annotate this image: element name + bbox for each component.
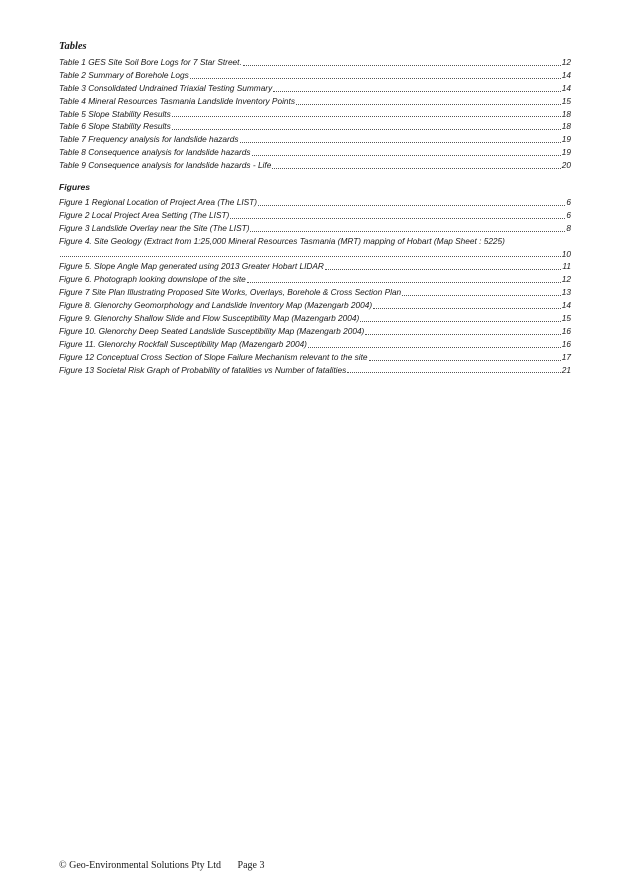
- dot-leader: [360, 321, 561, 322]
- dot-leader: [258, 205, 565, 206]
- toc-entry-page: 14: [561, 300, 571, 311]
- dot-leader: [325, 269, 561, 270]
- figure-entry[interactable]: [59, 209, 571, 222]
- toc-entry-label: Table 2 Summary of Borehole Logs: [59, 69, 189, 80]
- toc-entry-label: Figure 9. Glenorchy Shallow Slide and Flow Susceptibility Map (Mazengarb 2004): [59, 313, 360, 323]
- dot-leader: [230, 218, 565, 219]
- toc-entry-page: 14: [561, 82, 571, 93]
- figure-entry[interactable]: [59, 351, 571, 364]
- footer-company: © Geo-Environmental Solutions Pty Ltd: [59, 860, 222, 871]
- toc-entry-page: 13: [561, 287, 571, 298]
- toc-entry-page: 11: [562, 261, 571, 272]
- dot-leader: [273, 91, 561, 92]
- toc-entry-label: Table 1 GES Site Soil Bore Logs for 7 Star Street.: [59, 56, 242, 67]
- toc-entry-label: Figure 11. Glenorchy Rockfall Susceptibility Map (Mazengarb 2004): [59, 338, 307, 349]
- table-entry[interactable]: [59, 82, 571, 95]
- toc-entry-page: 6: [566, 196, 571, 207]
- toc-entry-page: 21: [561, 364, 571, 375]
- toc-entry-page: 14: [561, 69, 571, 80]
- table-entry[interactable]: [59, 108, 571, 121]
- table-entry[interactable]: [59, 56, 571, 69]
- dot-leader: [247, 282, 561, 283]
- dot-leader: [296, 104, 561, 105]
- figure-entry[interactable]: [59, 338, 571, 351]
- toc-entry-label: Figure 8. Glenorchy Geomorphology and Landslide Inventory Map (Mazengarb 2004): [59, 300, 373, 311]
- tables-heading: Tables: [59, 41, 87, 52]
- toc-entry-label: Table 9 Consequence analysis for landslide hazards - Life: [59, 160, 272, 171]
- figure-entry[interactable]: [59, 196, 571, 209]
- toc-entry-label: Figure 3 Landslide Overlay near the Site (The LIST): [59, 222, 250, 233]
- figures-heading: Figures: [59, 182, 91, 192]
- table-entry[interactable]: [59, 69, 571, 82]
- page-footer: [59, 860, 264, 871]
- toc-entry-page: 15: [561, 95, 571, 106]
- dot-leader: [369, 360, 561, 361]
- toc-entry-label: Figure 4. Site Geology (Extract from 1:25,000 Mineral Resources Tasmania (MRT) mapping of Hobart (Map Sheet : 5225): [59, 235, 505, 246]
- figure-entry[interactable]: [59, 286, 571, 299]
- dot-leader: [250, 231, 565, 232]
- toc-entry-label: Table 3 Consolidated Undrained Triaxial Testing Summary: [59, 82, 273, 93]
- toc-entry-page: 17: [561, 351, 571, 362]
- toc-entry-label: Figure 5. Slope Angle Map generated using 2013 Greater Hobart LIDAR: [59, 261, 324, 272]
- dot-leader: [402, 295, 561, 296]
- toc-entry-page: 12: [561, 274, 571, 285]
- toc-entry-label: Figure 7 Site Plan Illustrating Proposed Site Works, Overlays, Borehole & Cross Section Plan: [59, 287, 402, 298]
- dot-leader: [172, 116, 561, 117]
- toc-entry-page: 18: [561, 121, 571, 132]
- figure-entry[interactable]: [59, 364, 571, 377]
- toc-entry-label: Figure 12 Conceptual Cross Section of Slope Failure Mechanism relevant to the site: [59, 351, 368, 362]
- toc-entry-page: 12: [561, 56, 571, 67]
- toc-entry-label: Figure 10. Glenorchy Deep Seated Landslide Susceptibility Map (Mazengarb 2004): [59, 325, 365, 336]
- dot-leader: [252, 155, 561, 156]
- dot-leader: [272, 168, 560, 169]
- toc-entry-page: 6: [566, 209, 571, 220]
- table-entry[interactable]: [59, 133, 571, 146]
- toc-entry-label: Figure 13 Societal Risk Graph of Probability of fatalities vs Number of fatalities: [59, 364, 347, 375]
- toc-entry-label: Figure 1 Regional Location of Project Area (The LIST): [59, 196, 257, 207]
- dot-leader: [308, 347, 561, 348]
- toc-entry-label: Figure 6. Photograph looking downslope of the site: [59, 274, 246, 285]
- toc-entry-label: Table 8 Consequence analysis for landslide hazards: [59, 147, 251, 158]
- dot-leader: [60, 256, 561, 257]
- figure-entry[interactable]: [59, 312, 571, 325]
- figure-entry[interactable]: [59, 299, 571, 312]
- toc-entry-label: Table 4 Mineral Resources Tasmania Landslide Inventory Points: [59, 95, 295, 106]
- dot-leader: [243, 65, 561, 66]
- table-entry[interactable]: [59, 95, 571, 108]
- dot-leader: [190, 78, 561, 79]
- toc-entry-page: 18: [561, 108, 571, 119]
- figure-entry[interactable]: [59, 325, 571, 338]
- toc-entry-label: Table 6 Slope Stability Results: [59, 121, 171, 132]
- footer-page-number: Page 3: [237, 860, 265, 871]
- toc-entry-page: 8: [566, 222, 571, 233]
- figure-entry[interactable]: [59, 273, 571, 286]
- toc-entry-page: 19: [561, 134, 571, 145]
- figure-entry[interactable]: [59, 260, 571, 273]
- figure-entry[interactable]: [59, 222, 571, 235]
- toc-entry-page: 19: [561, 147, 571, 158]
- toc-entry-label: Table 5 Slope Stability Results: [59, 108, 171, 119]
- toc-entry-page: 20: [561, 160, 571, 171]
- figure-entry[interactable]: [59, 235, 571, 261]
- dot-leader: [172, 129, 561, 130]
- toc-entry-label: Table 7 Frequency analysis for landslide hazards: [59, 134, 239, 145]
- table-entry[interactable]: [59, 146, 571, 159]
- table-entry[interactable]: [59, 159, 571, 172]
- dot-leader: [347, 372, 560, 373]
- toc-entry-label: Figure 2 Local Project Area Setting (The LIST): [59, 209, 230, 220]
- toc-entry-page: 16: [561, 338, 571, 349]
- toc-entry-page: 16: [561, 325, 571, 336]
- dot-leader: [240, 142, 561, 143]
- toc-entry-page: 15: [561, 313, 571, 323]
- list-of-figures: [59, 196, 571, 376]
- dot-leader: [373, 308, 561, 309]
- table-entry[interactable]: [59, 120, 571, 133]
- list-of-tables: [59, 56, 571, 172]
- toc-entry-page: 10: [561, 248, 571, 259]
- dot-leader: [365, 334, 560, 335]
